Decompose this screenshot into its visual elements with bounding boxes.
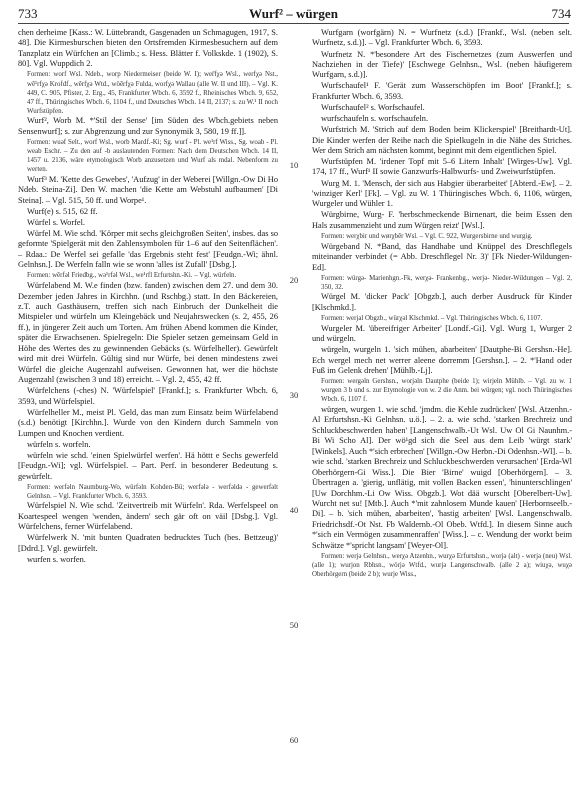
forms-note: Formen: werjə Gelnhsn., werχə Atzenhn., wurχə Erfurtshsn., worjə (alt) - werjə (neu) Wsl. (alle 1); wurjon Rbhsn., wörjə Wtfd., wurjə Langenschwalb. (alle 2 a); wiuχə, wuχə Oberhörgern (beide 2 b); wurje Wiss.,	[312, 552, 572, 579]
dictionary-entry: würfeln s. worfeln.	[27, 439, 91, 449]
dictionary-entry: Würfel s. Worfel.	[27, 217, 86, 227]
dictionary-entry: Würgel M. 'dicker Pack' [Obgzb.], auch derber Ausdruck für Kinder [Klschmkd.].	[312, 292, 572, 312]
dictionary-entry: Wurfstüpfen M. 'irdener Topf mit 5–6 Litern Inhalt' [Wirges-Uw]. Vgl. 174, 17 ff., Wurf¹ II sowie Ganzwurfs-Halbwurfs- und Zweiwurfstüpfen.	[312, 157, 572, 177]
forms-note: Formen: werjal Obgzb., würχəl Klschmkd. – Vgl. Thüringisches Wbch. 6, 1107.	[321, 314, 543, 322]
dictionary-entry: Wurgeler M. 'übereifriger Arbeiter' [Londf.-Gi]. Vgl. Wurg 1, Wurger 2 und würgeln.	[312, 323, 572, 344]
dictionary-entry: Wurf², Worb M. *'Stil der Sense' [im Süden des Wbch.gebiets neben Sensenwurf]; s. zur Abgrenzung und zur Synonymik 3, 580, 19 ff.]].	[18, 116, 278, 136]
dictionary-entry: Wurf(e) s. 515, 62 ff.	[27, 206, 98, 216]
dictionary-entry: Wurfschaufel¹ F. 'Gerät zum Wasserschöpfen im Boot' [Frankf.]; s. Frankfurter Wbch. 6, 3593.	[312, 81, 572, 101]
forms-note: Formen: würgə- Marienhgn.-Fk, werχə- Frankenbg., werjə- Nieder-Wildungen – Vgl. 2, 350, 32.	[321, 274, 572, 291]
dictionary-entry: würfeln wie schd. 'einen Spielwürfel werfen'. Hä höttt e Sechs gewerfeld [Feudgn.-Wi]; vgl. Würfelspiel. – Part. Perf. in besonderer Bedeutung s. gewürfelt.	[18, 450, 278, 481]
page-number-right: 734	[551, 6, 571, 21]
dictionary-entry: Wurg M. 1. 'Mensch, der sich aus Habgier überarbeitet' [Abterd.-Ew]. – 2. 'winziger Kerl' [Fk]. – Vgl. zu W. 1 Thüringisches Wbch. 6, 1106, würgen, Wurgeler und Wühler 1.	[312, 178, 572, 209]
forms-note: Formen: werfəln Naumburg-Wo, würfəln Kohden-Bü; werfələ - werfəldə - gewerfəlt Gelnhsn. – Vgl. Frankfurter Wbch. 6, 3593.	[27, 483, 278, 500]
line-number: 50	[289, 620, 299, 630]
dictionary-entry: Würfel M. Wie schd. 'Körper mit sechs gleichgroßen Seiten', insbes. das so geformte 'Spielgerät mit den Zahlensymbolen für 1–6 auf den Seitenflächen'. – Rdaa.: De Werfel sei gefalle 'das Ergebnis steht fest' [Feudgn.-Wi; ähnl. Gelnhsn.]. De Werfeln falln wie se wonn 'alles ist Zufall' [Dsbg.].	[18, 228, 278, 270]
dictionary-entry: würgeln, wurgeln 1. 'sich mühen, abarbeiten' [Dautphe-Bi Gershsn.-He]. Ech wergel mech net werrer aleene dorremm [Gershsn.]. – 2. *'Hand oder Fuß im Gelenk drehen' [Mühlb.-Lj].	[312, 345, 572, 375]
forms-note: Formen: wergəln Gershsn., worjəln Dautphe (beide 1); wirjeln Mühlb. – Vgl. zu w. 1 wurgen 3 b und s. zur Etymologie von w. 2 die Anm. bei würgen; vgl. noch Thüringisches Wbch. 6, 1107 f.	[321, 378, 572, 404]
dictionary-entry: Wurfgarn (worfgärn) N. = Wurfnetz (s.d.) [Frankf., Wsl. (neben selt. Wurfnetz, s.d.)]. – Vgl. Frankfurter Wbch. 6, 3593.	[312, 28, 572, 48]
dictionary-entry: Wurfnetz N. *'besondere Art des Fischernetzes (zum Auswerfen und Nachziehen in der Tiefe)' [Eschwege Gelnhsn., Wsl. (neben häufigerem Wurfgarn, s.d.)].	[312, 49, 572, 80]
left-column	[18, 28, 278, 566]
forms-note: Formen: wuəf Selt., worf Wsl., worb Mardf.-Ki; Sg. wurf - Pl. we¹rf Wiss., Sg. woab - Pl. weab Eschr. – Zu den auf -b auslautenden Formen: Nach dem Deutschen Wbch. 14 II, 1457 u. 2136, wäre etymologisch Worb anzusetzen und Wurf als mdal. Nebenform zu werten.	[27, 138, 278, 174]
forms-note: Formen: worf Wsl. Ndeb., worp Niedermeiser (beide W. I); wer̄fχə Wsl., werfχə Nst., wē¹rfχə Krofdf., wērfχə Wtd., wöērfχə Fulda, worfχə Wallau (alle W. II und III). – Vgl. K. 449, C. 905, Pfister, 2. Erg., 45, Frankfurter Wbch. 6, 3592 f., Rheinisches Wbch. 9, 652, 47 ff., Thüringisches Wbch. 6, 1104 f., und Deutsches Wbch. 14 II, 2137; s. zu W.¹ II noch Wurfstüpfen.	[27, 71, 278, 115]
page-header	[0, 4, 587, 24]
header-rule	[18, 23, 569, 24]
dictionary-entry: wurfschaufeln s. worfschaufeln.	[321, 114, 429, 123]
line-number: 60	[289, 735, 299, 745]
dictionary-entry: Würgbirne, Wurg- F. 'herbschmeckende Birnenart, die beim Essen den Hals zusammenzieht und zum Würgen reizt' [Wsl.].	[312, 210, 572, 230]
dictionary-entry: Wurf³ M. 'Kette des Gewebes', 'Aufzug' in der Weberei [Willgn.-Ow Di Ho Ndeb. Steina-Zi]. Den W. machen 'die Kette am Webstuhl aufbaumen' [Di Steina]. – Vgl. 515, 50 ff. und Worpe¹.	[18, 174, 278, 205]
line-number: 10	[289, 160, 299, 170]
line-number: 40	[289, 505, 299, 515]
dictionary-entry: Würfelabend M. W.e finden (bzw. fanden) zwischen dem 27. und dem 30. Dezember jeden Jahres in Kirchhn. (und Rschbg.) statt. In den Bäckereien, z.T. auch Gasthäusern, treffen sich nach Einbruch der Dunkelheit die Mitspieler und würfeln um Kleingebäck und Neujahrswecken (s. 2, 455, 26 ff.), in jüngerer Zeit auch um Torten. Am frühen Abend kommen die Kinder, später die Erwachsenen. Spielregeln: Die Spieler setzen gemeinsam Geld in Höhe des Wertes des zu gewinnenden Gebäcks (s. Würfelheller). Gewürfelt wird mit drei Würfeln. Gültig sind nur Würfe, bei denen mindestens zwei Würfel die gleiche Augenzahl aufweisen. Gewonnen hat, wer die höchste Augenzahl (zwischen 3 und 18) erreicht. – Vgl. 2, 455, 42 ff.	[18, 281, 278, 385]
forms-note: Formen: wĕrfəl Friedbg., wə¹rfəl Wsl., we¹rfl Erfurtshn.-Ki. – Vgl. würfeln.	[27, 272, 237, 280]
forms-note: Formen: werχbir und wørχbēr Wsl. – Vgl. C. 922, Wurgersbirne und wurgig.	[321, 232, 533, 240]
dictionary-entry: Würfelheller M., meist Pl. 'Geld, das man zum Einsatz beim Würfelabend (s.d.) benötigt [Kirchhn.]. Wurde von den Kindern durch Sammeln von Lumpen und Knochen verdient.	[18, 407, 278, 438]
line-number: 30	[289, 390, 299, 400]
dictionary-entry: chen derheime [Kass.: W. Lüttebrandt, Gasgenaden un Schmagugen, 1917, S. 48]. Die Kirmesburschen bieten den Ortsfremden Kirmesbesuchern auf dem Tanzplatz ein Würfchen an [Climb.; s. Hess. Blätter f. Volkskde. 1 (1902), S. 80]. Vgl. Wuppdich 2.	[18, 28, 278, 69]
dictionary-entry: Würfelspiel N. Wie schd. 'Zeitvertreib mit Würfeln'. Rda. Werfelspeel on Koartespeel wengen 'wenden, ändern' sech gär oft on väil [Dsbg.]. Vgl. Würfelchens, ferner Würfelabend.	[18, 501, 278, 532]
dictionary-entry: Würgeband N. *Band, das Handhabe und Knüppel des Dreschflegels miteinander verbindet (= Abb. Dreschflegel Nr. 3)' [Fk Nieder-Wildungen-Ed].	[312, 241, 572, 272]
dictionary-entry: Wurfstrich M. 'Strich auf dem Boden beim Klickerspiel' [Breithardt-Ut]. Die Kinder werfen der Reihe nach die Spielkugeln in die Nähe des Striches. Wer dem Strich am nächsten kommt, beginnt mit dem eigentlichen Spiel.	[312, 125, 572, 155]
right-column	[312, 28, 572, 580]
dictionary-entry: Würfelchens (-ches) N. 'Würfelspiel' [Frankf.]; s. Frankfurter Wbch. 6, 3593, und Würfelspiel.	[18, 386, 278, 406]
dictionary-entry: würgen, wurgen 1. wie schd. 'jmdm. die Kehle zudrücken' [Wsl. Atzenhn.-Al Erfurtshsn.-Ki Gelnhsn. u.ö.]. – 2. a. wie schd. 'starken Brechreiz und Schluckbeschwerden haben' [Langenschwalb.-Ut Wsl. Uw Ol Gi Naunhm.-Bi Wi Scho Al]. Der wö¹gd sich die Seel aus dem Leib 'würgt stark' [Winkels]. Auch *'sich erbrechen' [Willgn.-Ow Herbn.-Di Odenhsn.-Wl]. – b. wie schd. 'starken Brechreiz und Schluckbeschwerden verursachen' [Erda-Wl Oberhörgern-Gi Wiss.]. Die Bier 'Birne' wuigd [Oberhörgern]. – 3. Übertragen a. 'gierig, unflätig, mit vollen Backen essen', 'hinunterschlingen' [Uw Dorchhm.-Li Ow Wiss. Obgzb.]. Wot dää wurscht [Oberelbert-Uw]. Wurcht net su! [Mtb.]. Auch *'mit zahnlosem Munde kauen' [Herbornseelb.-Di]. – b. 'sich mühen, abarbeiten', 'hastig arbeiten' [Wsl. Langenschwalb. Friedrichsdf.-Ot Nst. Fb Waldernb.-Ol Obeb. Wtfd.]. In diesem Sinne auch *'sich ein Vermögen zusammenraffen' [Wiss.]. – c. Wendung der workt beim Schwätze *'spricht langsam' [Weyer-Ol].	[312, 404, 572, 550]
page-number-left: 733	[18, 6, 38, 21]
dictionary-entry: Wurfschaufel² s. Worfschaufel.	[321, 102, 425, 112]
line-number: 20	[289, 275, 299, 285]
dictionary-entry: Würfelwerk N. 'mit bunten Quadraten bedrucktes Tuch (bes. Bettzeug)' [Ddrd.]. Vgl. gewürfelt.	[18, 533, 278, 553]
page-title: Wurf² – würgen	[249, 6, 338, 21]
dictionary-entry: wurfen s. worfen.	[27, 554, 86, 564]
